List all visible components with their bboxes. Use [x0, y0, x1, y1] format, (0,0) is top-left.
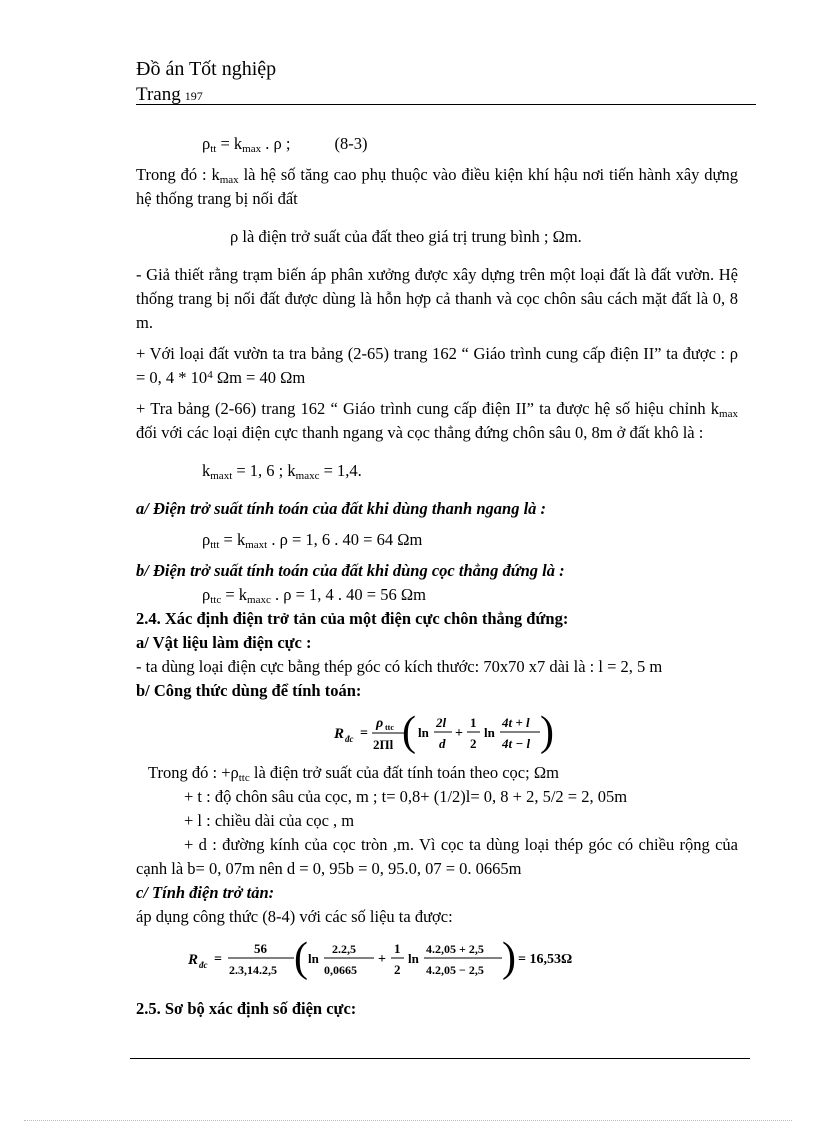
text: 56: [254, 941, 267, 956]
paragraph: [136, 761, 738, 785]
formula-resistance: [136, 707, 738, 757]
paragraph: [136, 528, 738, 552]
text: đối với các loại điện cực thanh ngang và cọc thẳng đứng chôn sâu 0, 8m ở đất khô là :: [136, 423, 704, 442]
text: = k: [216, 134, 243, 153]
text: = k: [221, 585, 248, 604]
text: 2l: [436, 715, 447, 730]
text: 2.2,5: [332, 942, 356, 956]
document-header-title: Đồ án Tốt nghiệp: [136, 58, 277, 80]
text: (: [294, 935, 308, 981]
text: ρ: [202, 585, 211, 604]
text: 4: [207, 369, 213, 381]
document-body: [136, 132, 738, 1021]
text: ρ: [202, 530, 211, 549]
text: đc: [345, 734, 354, 744]
text: ln: [484, 725, 495, 740]
text: 4t − l: [502, 736, 531, 751]
text: (: [402, 709, 416, 755]
text: + Tra bảng (2-66) trang 162 “ Giáo trình cung cấp điện II” ta được hệ số hiệu chỉnh k: [136, 399, 720, 418]
paragraph: - ta dùng loại điện cực bằng thép góc có kích thước: 70x70 x7 dài là : l = 2, 5 m: [136, 657, 663, 676]
text: 1: [394, 941, 401, 956]
text: maxc: [295, 470, 320, 482]
text: ρ: [376, 716, 384, 731]
paragraph: + d : đường kính của cọc tròn ,m. Vì cọc ta dùng loại thép góc có chiều rộng của cạnh là b= 0, 07m nên d = 0, 95b = 0, 95.0, 07 = 0. 0665m: [136, 835, 738, 878]
text: Ωm = 40 Ωm: [212, 368, 306, 387]
text: . ρ ;: [261, 134, 291, 153]
page-label: Trang: [136, 84, 181, 105]
text: . ρ = 1, 6 . 40 = 64 Ωm: [267, 530, 423, 549]
text: k: [202, 461, 211, 480]
text: ttc: [238, 772, 250, 784]
text: ttc: [385, 723, 394, 732]
text: đc: [199, 960, 208, 970]
paragraph: [136, 397, 738, 445]
text: 1: [470, 715, 477, 730]
text: là điện trở suất của đất tính toán theo cọc; Ωm: [249, 763, 559, 782]
footer-rule: [130, 1058, 750, 1059]
page-number: 197: [184, 89, 203, 103]
text: ln: [308, 951, 319, 966]
paragraph: - Giả thiết rằng trạm biến áp phân xưởng được xây dựng trên một loại đất là đất vườn. Hệ thống trang bị nối đất được dùng là hỗn hợp cả thanh và cọc chôn sâu cách mặt đất là 0, 8 m.: [136, 265, 738, 332]
text: =: [214, 952, 222, 967]
text: 4t + l: [502, 715, 530, 730]
section-heading: 2.5. Sơ bộ xác định số điện cực:: [136, 999, 357, 1018]
paragraph: [136, 583, 738, 607]
document-header-page: [136, 84, 203, 106]
heading: c/ Tính điện trở tản:: [136, 883, 275, 902]
paragraph: [136, 459, 738, 483]
text: ρ: [202, 134, 211, 153]
paragraph: áp dụng công thức (8-4) với các số liệu ta được:: [136, 907, 453, 926]
text: maxc: [247, 594, 271, 606]
text: R: [334, 726, 345, 742]
section-heading: 2.4. Xác định điện trở tản của một điện cực chôn thẳng đứng:: [136, 609, 569, 628]
heading: a/ Vật liệu làm điện cực :: [136, 633, 312, 652]
text: 2Πl: [373, 737, 394, 752]
formula-8-3: [136, 132, 738, 156]
text: 4.2,05 − 2,5: [426, 963, 484, 977]
text: 2.3,14.2,5: [229, 963, 277, 977]
text: = 1, 6 ; k: [232, 461, 296, 480]
text: max: [719, 408, 738, 420]
heading: b/ Điện trở suất tính toán của đất khi dùng cọc thẳng đứng là :: [136, 561, 565, 580]
text: maxt: [210, 470, 233, 482]
paragraph: [136, 163, 738, 211]
text: max: [242, 143, 262, 155]
paragraph: ρ là điện trở suất của đất theo giá trị trung bình ; Ωm.: [230, 227, 582, 246]
text: ttc: [210, 594, 222, 606]
text: +: [455, 726, 463, 741]
text: maxt: [245, 539, 268, 551]
text: + Với loại đất vườn ta tra bảng (2-65) trang 162 “ Giáo trình cung cấp điện II” ta được : ρ = 0, 4 * 10: [136, 344, 738, 387]
text: ): [540, 709, 554, 755]
text: ttt: [210, 539, 220, 551]
paragraph: + l : chiều dài của cọc , m: [184, 811, 355, 830]
text: tt: [210, 143, 217, 155]
text: max: [219, 174, 239, 186]
text: . ρ = 1, 4 . 40 = 56 Ωm: [270, 585, 426, 604]
page-edge: [24, 1120, 792, 1121]
text: Trong đó : +ρ: [148, 763, 239, 782]
text: =: [360, 726, 368, 741]
text: là hệ số tăng cao phụ thuộc vào điều kiện khí hậu nơi tiến hành xây dựng hệ thống trang bị nối đất: [136, 165, 738, 208]
text: +: [378, 952, 386, 967]
text: 2: [470, 736, 477, 751]
text: = 16,53Ω: [518, 952, 573, 967]
text: 0,0665: [324, 963, 357, 977]
heading: a/ Điện trở suất tính toán của đất khi dùng thanh ngang là :: [136, 499, 547, 518]
paragraph: [136, 342, 738, 390]
paragraph: + t : độ chôn sâu của cọc, m ; t= 0,8+ (1/2)l= 0, 8 + 2, 5/2 = 2, 05m: [184, 787, 628, 806]
formula-calculation: [136, 933, 738, 983]
equation-number: (8-3): [334, 134, 368, 153]
text: R: [188, 952, 199, 968]
text: Trong đó : k: [136, 165, 220, 184]
text: 4.2,05 + 2,5: [426, 942, 484, 956]
heading: b/ Công thức dùng để tính toán:: [136, 681, 362, 700]
text: 2: [394, 962, 401, 977]
text: = k: [219, 530, 246, 549]
header-rule: [136, 104, 756, 105]
text: = 1,4.: [319, 461, 362, 480]
text: d: [439, 736, 446, 751]
text: ln: [408, 951, 419, 966]
text: ): [502, 935, 516, 981]
text: ln: [418, 725, 429, 740]
